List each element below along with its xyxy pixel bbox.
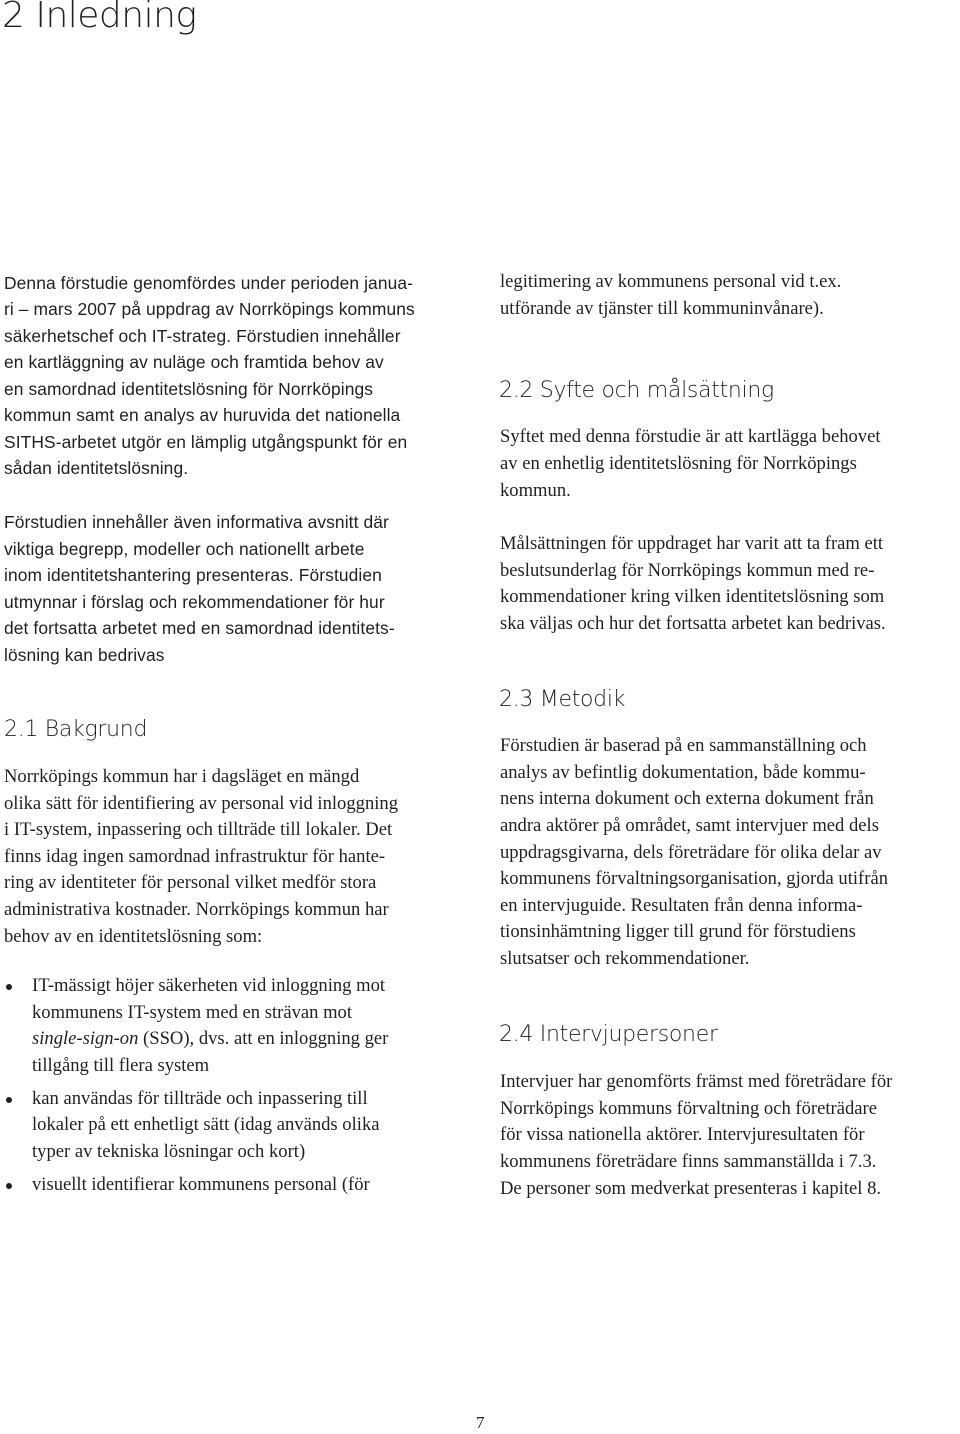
text-line: viktiga begrepp, modeller och nationellt arbete [4,539,365,559]
section-heading-bakgrund: 2.1 Bakgrund [4,717,148,742]
text-line: ri – mars 2007 på uppdrag av Norrköpings kommuns [4,299,415,319]
text-line: ska väljas och hur det fortsatta arbetet kan bedrivas. [500,613,886,634]
text-line: kommunens förvaltningsorganisation, gjorda utifrån [500,868,888,889]
text-line: finns idag ingen samordnad infrastruktur för hante- [4,846,386,867]
text-line: Norrköpings kommuns förvaltning och företrädare [500,1098,877,1119]
text-line: av en enhetlig identitetslösning för Norrköpings [500,453,857,474]
text-line: visuellt identifierar kommunens personal (för [32,1174,370,1195]
text-line: Förstudien är baserad på en sammanställning och [500,735,867,756]
text-line: i IT-system, inpassering och tillträde till lokaler. Det [4,819,393,840]
text-line: Syftet med denna förstudie är att kartlägga behovet [500,426,881,447]
text-line: olika sätt för identifiering av personal vid inloggning [4,793,399,814]
text-line: slutsatser och rekommendationer. [500,948,750,969]
section-heading-intervjupersoner: 2.4 Intervjupersoner [499,1022,718,1047]
text-line: administrativa kostnader. Norrköpings kommun har [4,899,389,920]
text-line: lösning kan bedrivas [4,645,165,665]
text-line: IT-mässigt höjer säkerheten vid inloggning mot [32,975,386,996]
text-line: kommunens IT-system med en strävan mot [32,1002,353,1023]
text-fragment: (SSO), dvs. att en inloggning ger [138,1028,389,1049]
text-line: behov av en identitetslösning som: [4,926,263,947]
text-line: kommun samt en analys av huruvida det nationella [4,405,401,425]
text-line [32,1026,388,1052]
page-number: 7 [476,1413,485,1432]
text-line: säkerhetschef och IT-strateg. Förstudien innehåller [4,326,401,346]
text-line: De personer som medverkat presenteras i kapitel 8. [500,1178,882,1199]
text-line: en kartläggning av nuläge och framtida behov av [4,352,384,372]
text-line: SITHS-arbetet utgör en lämplig utgångspunkt för en [4,432,408,452]
text-line: sådan identitetslösning. [4,458,189,478]
text-line: lokaler på ett enhetligt sätt (idag används olika [32,1114,380,1135]
text-line: Målsättningen för uppdraget har varit att ta fram ett [500,533,884,554]
text-line: kommendationer kring vilken identitetslösning som [500,586,885,607]
text-line: typer av tekniska lösningar och kort) [32,1141,306,1162]
text-line: det fortsatta arbetet med en samordnad identitets- [4,618,395,638]
text-line: Förstudien innehåller även informativa avsnitt där [4,512,389,532]
text-line: tionsinhämtning ligger till grund för förstudiens [500,921,856,942]
bullet-dot-icon [6,984,12,990]
text-line: för vissa nationella aktörer. Intervjuresultaten för [500,1124,865,1145]
text-line: en intervjuguide. Resultaten från denna informa- [500,895,863,916]
text-line: andra aktörer på området, samt intervjuer med dels [500,815,879,836]
section-heading-metodik: 2.3 Metodik [499,687,626,712]
text-line: legitimering av kommunens personal vid t.ex. [500,271,842,292]
text-line: utförande av tjänster till kommuninvånare). [500,298,824,319]
text-line: utmynnar i förslag och rekommendationer för hur [4,592,385,612]
text-line: nens interna dokument och externa dokument från [500,788,874,809]
italic-term: single-sign-on [32,1028,139,1049]
text-line: Norrköpings kommun har i dagsläget en mängd [4,766,360,787]
text-line: kommunens företrädare finns sammanställda i 7.3. [500,1151,877,1172]
text-line: Intervjuer har genomförts främst med företrädare för [500,1071,893,1092]
text-line: ring av identiteter för personal vilket medför stora [4,872,377,893]
text-line: uppdragsgivarna, dels företrädare för olika delar av [500,842,882,863]
text-line: Denna förstudie genomfördes under perioden janua- [4,273,414,293]
text-line: kommun. [500,480,571,501]
chapter-title: 2 Inledning [2,0,197,36]
text-line: en samordnad identitetslösning för Norrköpings [4,379,374,399]
text-line: tillgång till flera system [32,1055,210,1076]
text-line: inom identitetshantering presenteras. Förstudien [4,565,382,585]
section-heading-syfte: 2.2 Syfte och målsättning [499,378,774,403]
bullet-dot-icon [6,1097,12,1103]
text-line: beslutsunderlag för Norrköpings kommun med re- [500,560,875,581]
text-line: kan användas för tillträde och inpassering till [32,1088,368,1109]
bullet-dot-icon [6,1183,12,1189]
text-line: analys av befintlig dokumentation, både kommu- [500,762,866,783]
